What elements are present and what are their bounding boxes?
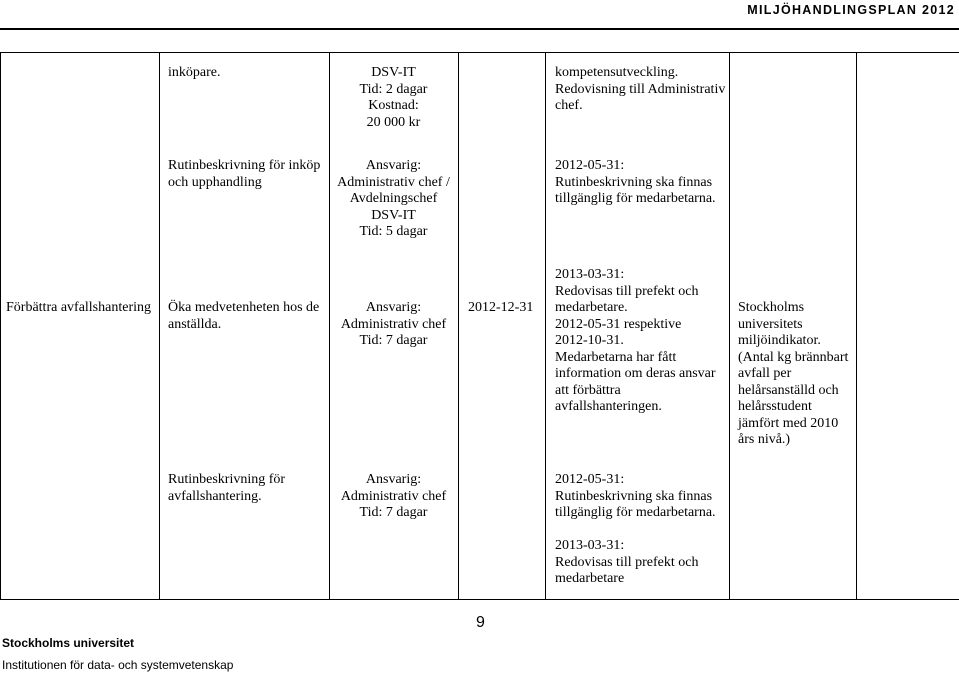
cell-activity: Öka medvetenheten hos de anställda. — [168, 300, 320, 332]
cell-indicator: Stockholms universitets miljöindikator. (Antal kg brännbart avfall per helårsanställd och helårsstudent jämfört med 2010 års nivå.) — [738, 300, 849, 447]
table-column-divider — [729, 52, 730, 600]
cell-followup: 2012-05-31: Rutinbeskrivning ska finnas tillgänglig för medarbetarna. — [555, 158, 716, 206]
cell-activity: Rutinbeskrivning för inköp och upphandling — [168, 158, 321, 190]
cell-responsibility: DSV-IT Tid: 2 dagar Kostnad: 20 000 kr — [359, 65, 428, 130]
cell-followup: kompetensutveckling. Redovisning till Administrativ chef. — [555, 65, 726, 113]
cell-followup: 2013-03-31: Redovisas till prefekt och medarbetare. 2012-05-31 respektive 2012-10-31. Medarbetarna har fått information om deras ansvar att förbättra avfallshanteringen. — [555, 267, 716, 414]
cell-responsibility: Ansvarig: Administrativ chef Tid: 7 dagar — [340, 300, 447, 348]
cell-responsibility: Ansvarig: Administrativ chef Tid: 7 dagar — [340, 472, 447, 520]
table-border-top — [0, 52, 959, 53]
cell-goal: Förbättra avfallshantering — [6, 300, 152, 315]
header-rule — [0, 28, 959, 30]
footer-department: Institutionen för data- och systemvetenskap — [2, 658, 234, 672]
footer-university: Stockholms universitet — [2, 636, 135, 650]
cell-responsibility: Ansvarig: Administrativ chef / Avdelningschef DSV-IT Tid: 5 dagar — [337, 158, 450, 239]
table-border-bottom — [0, 599, 959, 600]
table-column-divider — [856, 52, 857, 600]
table-column-divider — [159, 52, 160, 600]
page-number: 9 — [476, 614, 485, 631]
cell-deadline: 2012-12-31 — [468, 300, 534, 315]
table-column-divider — [458, 52, 459, 600]
cell-activity: Rutinbeskrivning för avfallshantering. — [168, 472, 286, 504]
cell-activity: inköpare. — [168, 65, 221, 80]
table-column-divider — [545, 52, 546, 600]
table-border-left — [0, 52, 1, 600]
document-header-title: MILJÖHANDLINGSPLAN 2012 — [747, 3, 955, 17]
cell-followup: 2012-05-31: Rutinbeskrivning ska finnas tillgänglig för medarbetarna. 2013-03-31: Redovisas till prefekt och medarbetare — [555, 472, 716, 586]
